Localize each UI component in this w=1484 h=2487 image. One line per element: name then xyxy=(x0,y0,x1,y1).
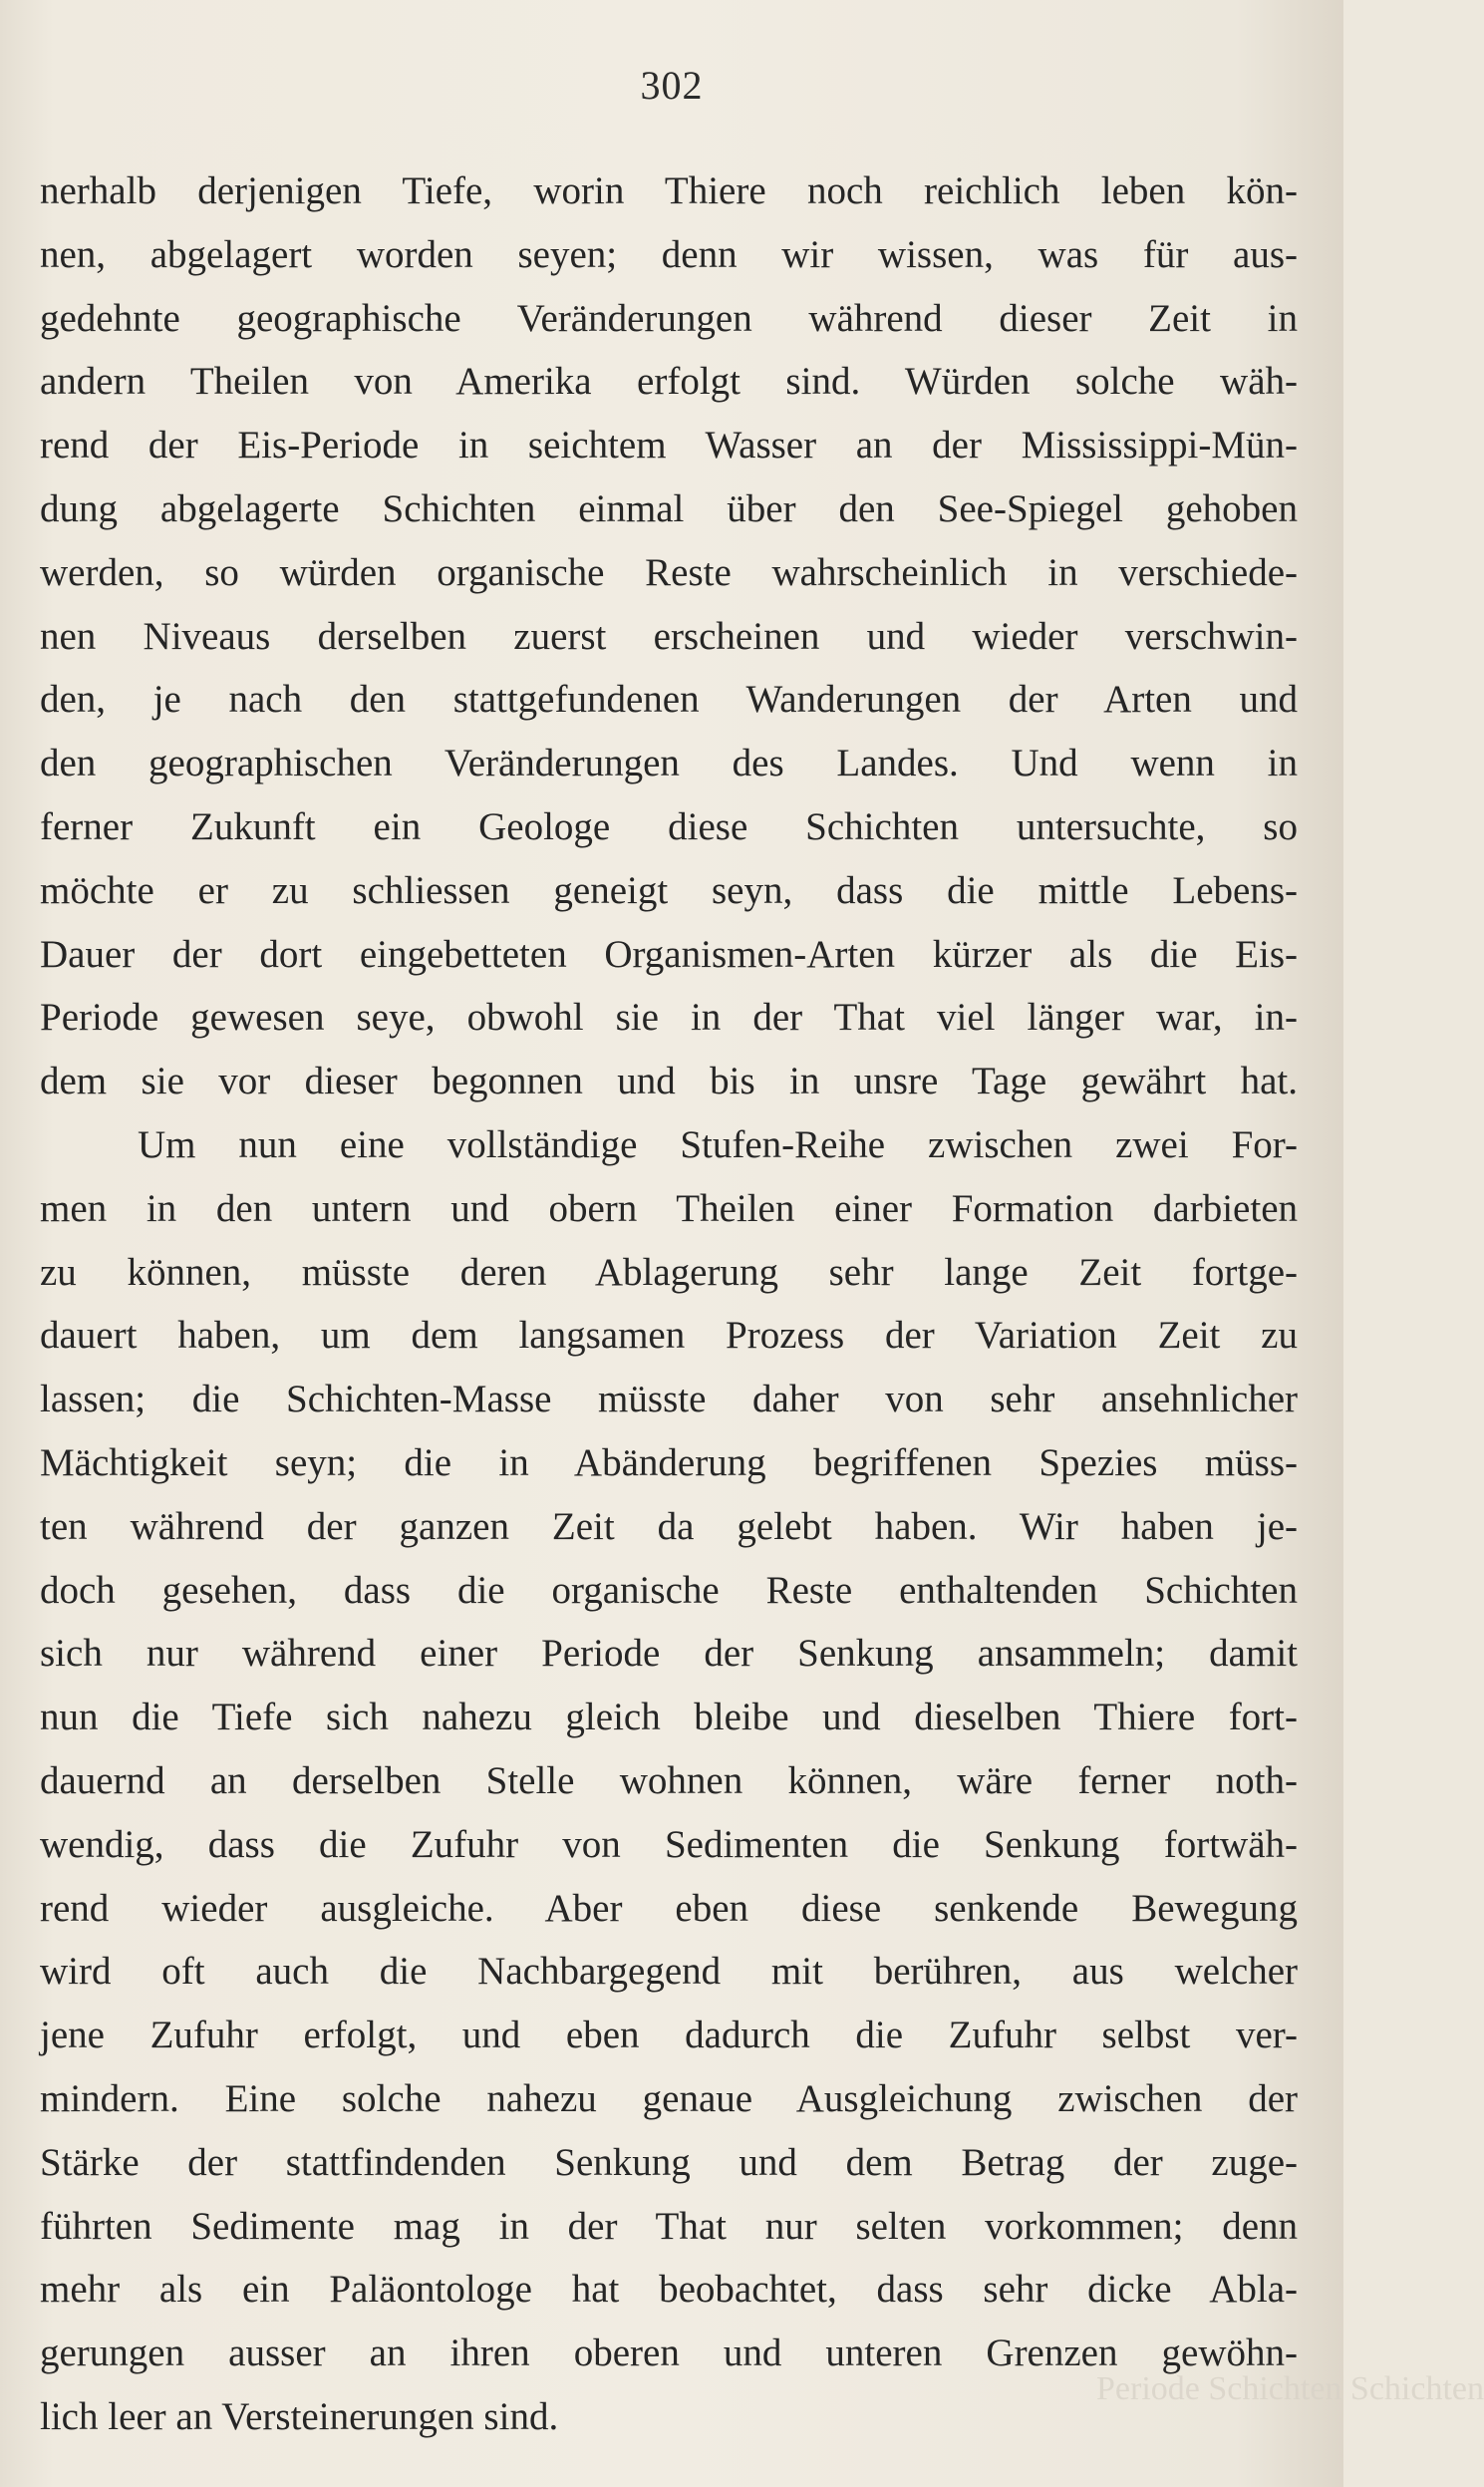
text-line: nerhalb derjenigen Tiefe, worin Thiere noch reichlich leben kön- xyxy=(40,169,1298,212)
text-line: Dauer der dort eingebetteten Organismen-Arten kürzer als die Eis- xyxy=(40,932,1298,976)
bleed-through-text: Periode Schichten Schichten xyxy=(1096,2370,1484,2407)
text-line: sich nur während einer Periode der Senkung ansammeln; damit xyxy=(40,1632,1298,1676)
text-line: andern Theilen von Amerika erfolgt sind. Würden solche wäh- xyxy=(40,360,1298,404)
text-line: Periode gewesen seye, obwohl sie in der That viel länger war, in- xyxy=(40,996,1298,1040)
text-line: gerungen ausser an ihren oberen und unteren Grenzen gewöhn- xyxy=(40,2332,1298,2375)
text-line: Stärke der stattfindenden Senkung und dem Betrag der zuge- xyxy=(40,2140,1298,2184)
text-line: den, je nach den stattgefundenen Wanderungen der Arten und xyxy=(40,678,1298,722)
text-line: gedehnte geographische Veränderungen während dieser Zeit in xyxy=(40,296,1298,340)
text-line: dauert haben, um dem langsamen Prozess der Variation Zeit zu xyxy=(40,1314,1298,1358)
text-line: den geographischen Veränderungen des Landes. Und wenn in xyxy=(40,742,1298,785)
text-line: zu können, müsste deren Ablagerung sehr lange Zeit fortge- xyxy=(40,1250,1298,1294)
text-line: Um nun eine vollständige Stufen-Reihe zwischen zwei For- xyxy=(138,1122,1298,1166)
text-line: men in den untern und obern Theilen einer Formation darbieten xyxy=(40,1186,1298,1230)
text-line: führten Sedimente mag in der That nur selten vorkommen; denn xyxy=(40,2204,1298,2248)
text-line: wird oft auch die Nachbargegend mit berühren, aus welcher xyxy=(40,1950,1298,1994)
body-text xyxy=(40,159,1298,2449)
text-line: lich leer an Versteinerungen sind. xyxy=(40,2394,559,2438)
text-line: dung abgelagerte Schichten einmal über den See-Spiegel gehoben xyxy=(40,486,1298,530)
paragraph-1 xyxy=(40,159,1298,1113)
text-line: nen, abgelagert worden seyen; denn wir wissen, was für aus- xyxy=(40,232,1298,276)
text-line: Mächtigkeit seyn; die in Abänderung begriffenen Spezies müss- xyxy=(40,1440,1298,1484)
text-line: doch gesehen, dass die organische Reste enthaltenden Schichten xyxy=(40,1568,1298,1612)
text-line: lassen; die Schichten-Masse müsste daher von sehr ansehnlicher xyxy=(40,1378,1298,1421)
text-line: dauernd an derselben Stelle wohnen können, wäre ferner noth- xyxy=(40,1758,1298,1802)
text-line: ferner Zukunft ein Geologe diese Schichten untersuchte, so xyxy=(40,804,1298,848)
text-line: mehr als ein Paläontologe hat beobachtet, dass sehr dicke Abla- xyxy=(40,2268,1298,2312)
text-line: rend wieder ausgleiche. Aber eben diese senkende Bewegung xyxy=(40,1886,1298,1930)
text-line: nen Niveaus derselben zuerst erscheinen und wieder verschwin- xyxy=(40,614,1298,658)
text-line: jene Zufuhr erfolgt, und eben dadurch die Zufuhr selbst ver- xyxy=(40,2014,1298,2057)
text-line: möchte er zu schliessen geneigt seyn, dass die mittle Lebens- xyxy=(40,868,1298,912)
text-line: mindern. Eine solche nahezu genaue Ausgleichung zwischen der xyxy=(40,2076,1298,2120)
text-line: ten während der ganzen Zeit da gelebt haben. Wir haben je- xyxy=(40,1504,1298,1548)
paragraph-2 xyxy=(40,1113,1298,2449)
text-line: rend der Eis-Periode in seichtem Wasser an der Mississippi-Mün- xyxy=(40,424,1298,467)
text-line: werden, so würden organische Reste wahrscheinlich in verschiede- xyxy=(40,550,1298,594)
text-line: dem sie vor dieser begonnen und bis in unsre Tage gewährt hat. xyxy=(40,1060,1298,1103)
page-number: 302 xyxy=(640,63,704,108)
text-line: wendig, dass die Zufuhr von Sedimenten die Senkung fortwäh- xyxy=(40,1822,1298,1866)
text-line: nun die Tiefe sich nahezu gleich bleibe und dieselben Thiere fort- xyxy=(40,1696,1298,1739)
